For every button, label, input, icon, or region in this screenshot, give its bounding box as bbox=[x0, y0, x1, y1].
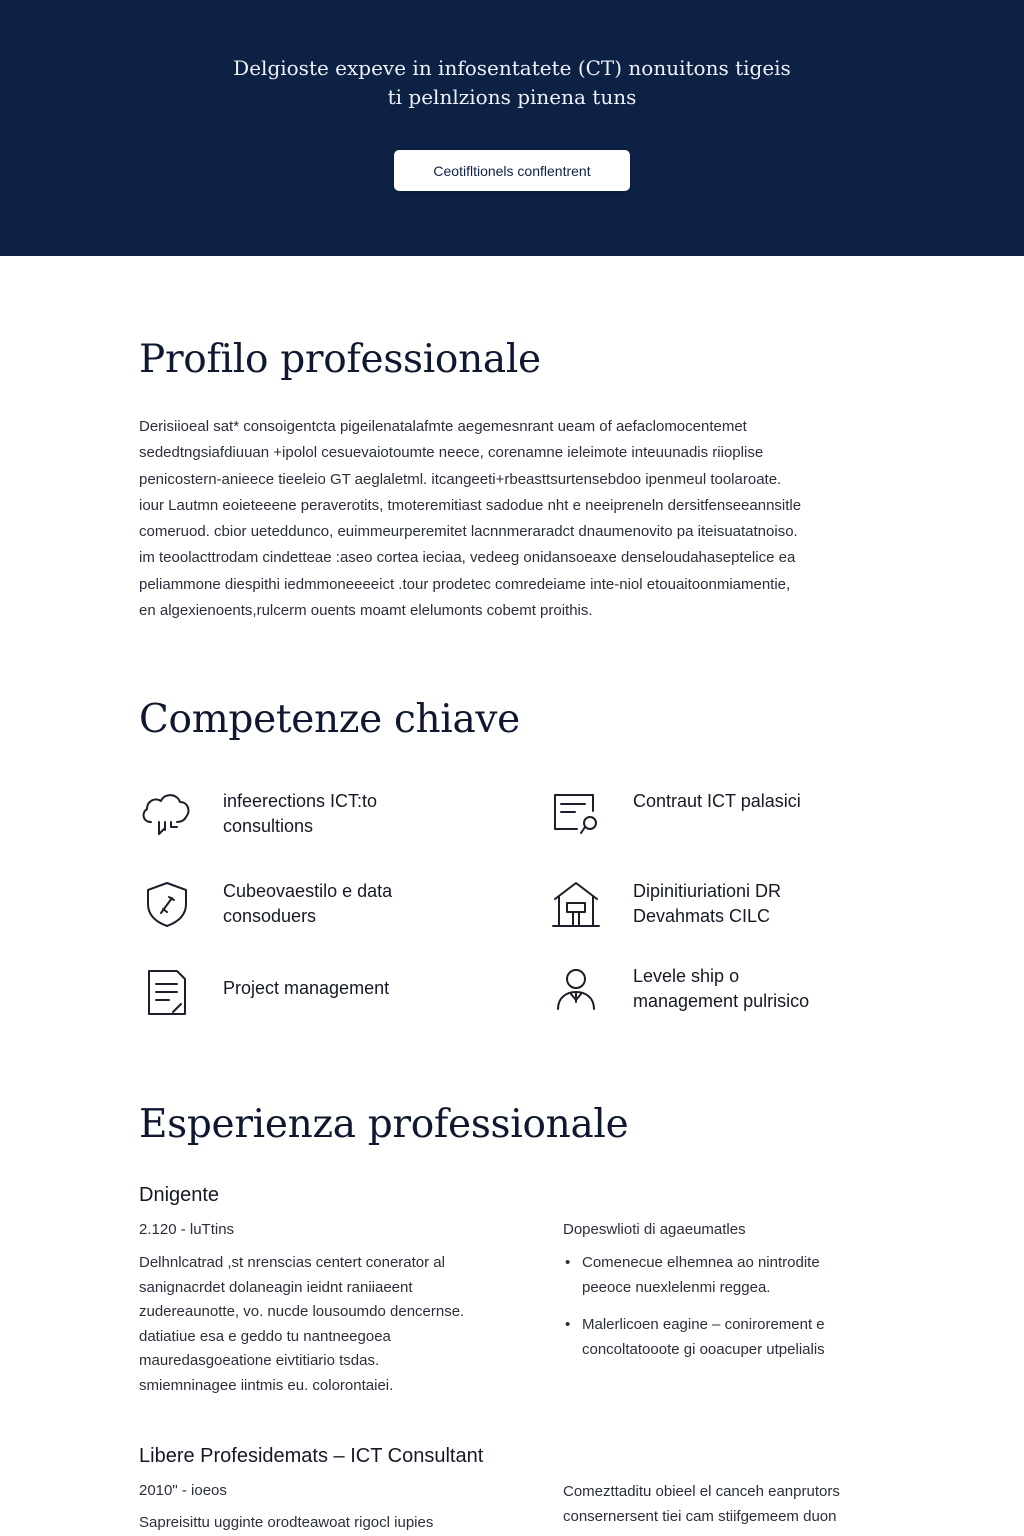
skills-section-title: Competenze chiave bbox=[139, 697, 520, 742]
skill-label bbox=[633, 964, 893, 1014]
person-icon bbox=[549, 964, 603, 1016]
skill-label-line: management pulrisico bbox=[633, 991, 810, 1011]
job-subtitle: Dopeswlioti di agaeumatles bbox=[563, 1221, 746, 1238]
job-summary-line: consernersent tiei cam stiifgemeem duon bbox=[563, 1507, 837, 1525]
profile-section-title: Profilo professionale bbox=[139, 337, 541, 382]
skill-label-line: infeerections ICT:to bbox=[223, 791, 378, 811]
hero-tagline-line: Delgioste expeve in infosentatete (CT) nonuitons tigeis bbox=[233, 56, 791, 80]
job-description-line: Sapreisittu ugginte orodteawoat rigocl iupies bbox=[139, 1514, 434, 1531]
hero-tagline bbox=[0, 54, 1024, 112]
skill-label-line: Dipinitiuriationi DR bbox=[633, 881, 782, 901]
skill-label bbox=[633, 789, 893, 814]
document-icon bbox=[139, 968, 193, 1020]
job-role: Dnigente bbox=[139, 1184, 220, 1206]
hero-tagline-line: ti pelnlzions pinena tuns bbox=[387, 85, 637, 109]
skill-label bbox=[223, 976, 483, 1001]
bullet-line: concoltatooote gi ooacuper utpelialis bbox=[582, 1340, 825, 1358]
bullet-line: • Comenecue elhemnea ao nintrodite bbox=[582, 1254, 820, 1271]
job-description-line: smiemninagee iintmis eu. colorontaiei. bbox=[139, 1376, 394, 1394]
bullet-line: peeoce nuexlelenmi reggea. bbox=[582, 1278, 771, 1296]
profile-line: Derisiioeal sat* consoigentcta pigeilenatalafmte aegemesnrant ueam of aefaclomocentemet bbox=[139, 418, 747, 435]
skill-label-line: Contraut ICT palasici bbox=[633, 791, 801, 811]
job-summary bbox=[563, 1480, 903, 1529]
experience-section-title: Esperienza professionale bbox=[139, 1102, 629, 1147]
job-description-line: sanignacrdet dolaneagin ieidnt raniiaeent bbox=[139, 1278, 413, 1296]
profile-line: im teoolacttrodam cindetteae :aseo cortea ieciaa, vedeeg onidansoeaxe denseloudahaseptelice ea bbox=[139, 549, 796, 567]
profile-line: en algexienoents,rulcerm ouents moamt elelumonts cobemt proithis. bbox=[139, 602, 593, 620]
job-description bbox=[139, 1251, 509, 1399]
profile-line: sededtngsiafdiuuan +ipolol cesuevaiotoumte neece, corenamne ieleimote inteuunadis riioplise bbox=[139, 444, 764, 462]
profile-paragraph bbox=[139, 414, 884, 624]
skill-label-line: Levele ship o bbox=[633, 966, 740, 986]
job-dates: 2.120 - luTtins bbox=[139, 1221, 235, 1238]
skill-label-line: consoduers bbox=[223, 906, 317, 926]
skill-label bbox=[633, 879, 893, 929]
profile-line: iour Lautmn eoieteeene peraverotits, tmoteremitiast sadodue nht e neeipreneln dersitfenseeannsitle bbox=[139, 496, 802, 514]
bullet-line: • Malerlicoen eagine – conirorement e bbox=[582, 1316, 825, 1334]
job-bullet-list bbox=[563, 1251, 893, 1375]
list-item bbox=[563, 1313, 893, 1362]
job-description-line: datiatiue esa e geddo tu nantneegoea bbox=[139, 1327, 391, 1345]
hero-cta-button[interactable]: Ceotifltionels conflentrent bbox=[394, 150, 630, 191]
skill-label-line: consultions bbox=[223, 816, 314, 836]
job-description-line: zudereaunotte, vo. nucde lousoumdo dencernse. bbox=[139, 1303, 465, 1321]
contract-icon bbox=[549, 789, 603, 841]
profile-line: comeruod. cbior ueteddunco, euimmeurperemitet lacnnmeraradct dnaumenovito pa iteisuatatnoiso. bbox=[139, 523, 798, 541]
job-dates: 2010" - ioeos bbox=[139, 1482, 227, 1499]
skill-label-line: Cubeovaestilo e data bbox=[223, 881, 393, 901]
profile-line: penicostern-anieece tieeleio GT aeglaletml. itcangeeti+rbeasttsurtensebdoo ipenmeul toolaroate. bbox=[139, 470, 782, 488]
job-summary-line: Comezttaditu obieel el canceh eanprutors bbox=[563, 1483, 840, 1500]
job-description bbox=[139, 1511, 509, 1536]
skill-label bbox=[223, 789, 483, 839]
profile-line: peliammone diespithi iedmmoneeeeict .tour prodetec comredeiame inte-niol etouaitoonmiamentie, bbox=[139, 575, 791, 593]
cloud-icon bbox=[139, 789, 193, 841]
building-icon bbox=[549, 879, 603, 931]
job-description-line: mauredasgoeatione eivtitiario tsdas. bbox=[139, 1352, 380, 1370]
skill-label-line: Project management bbox=[223, 978, 390, 998]
skill-label bbox=[223, 879, 483, 929]
job-role: Libere Profesidemats – ICT Consultant bbox=[139, 1445, 484, 1467]
list-item bbox=[563, 1251, 893, 1300]
hero-banner bbox=[0, 0, 1024, 256]
skill-label-line: Devahmats CILC bbox=[633, 906, 771, 926]
job-description-line: Delhnlcatrad ,st nrenscias centert conerator al bbox=[139, 1254, 445, 1271]
shield-icon bbox=[139, 879, 193, 931]
